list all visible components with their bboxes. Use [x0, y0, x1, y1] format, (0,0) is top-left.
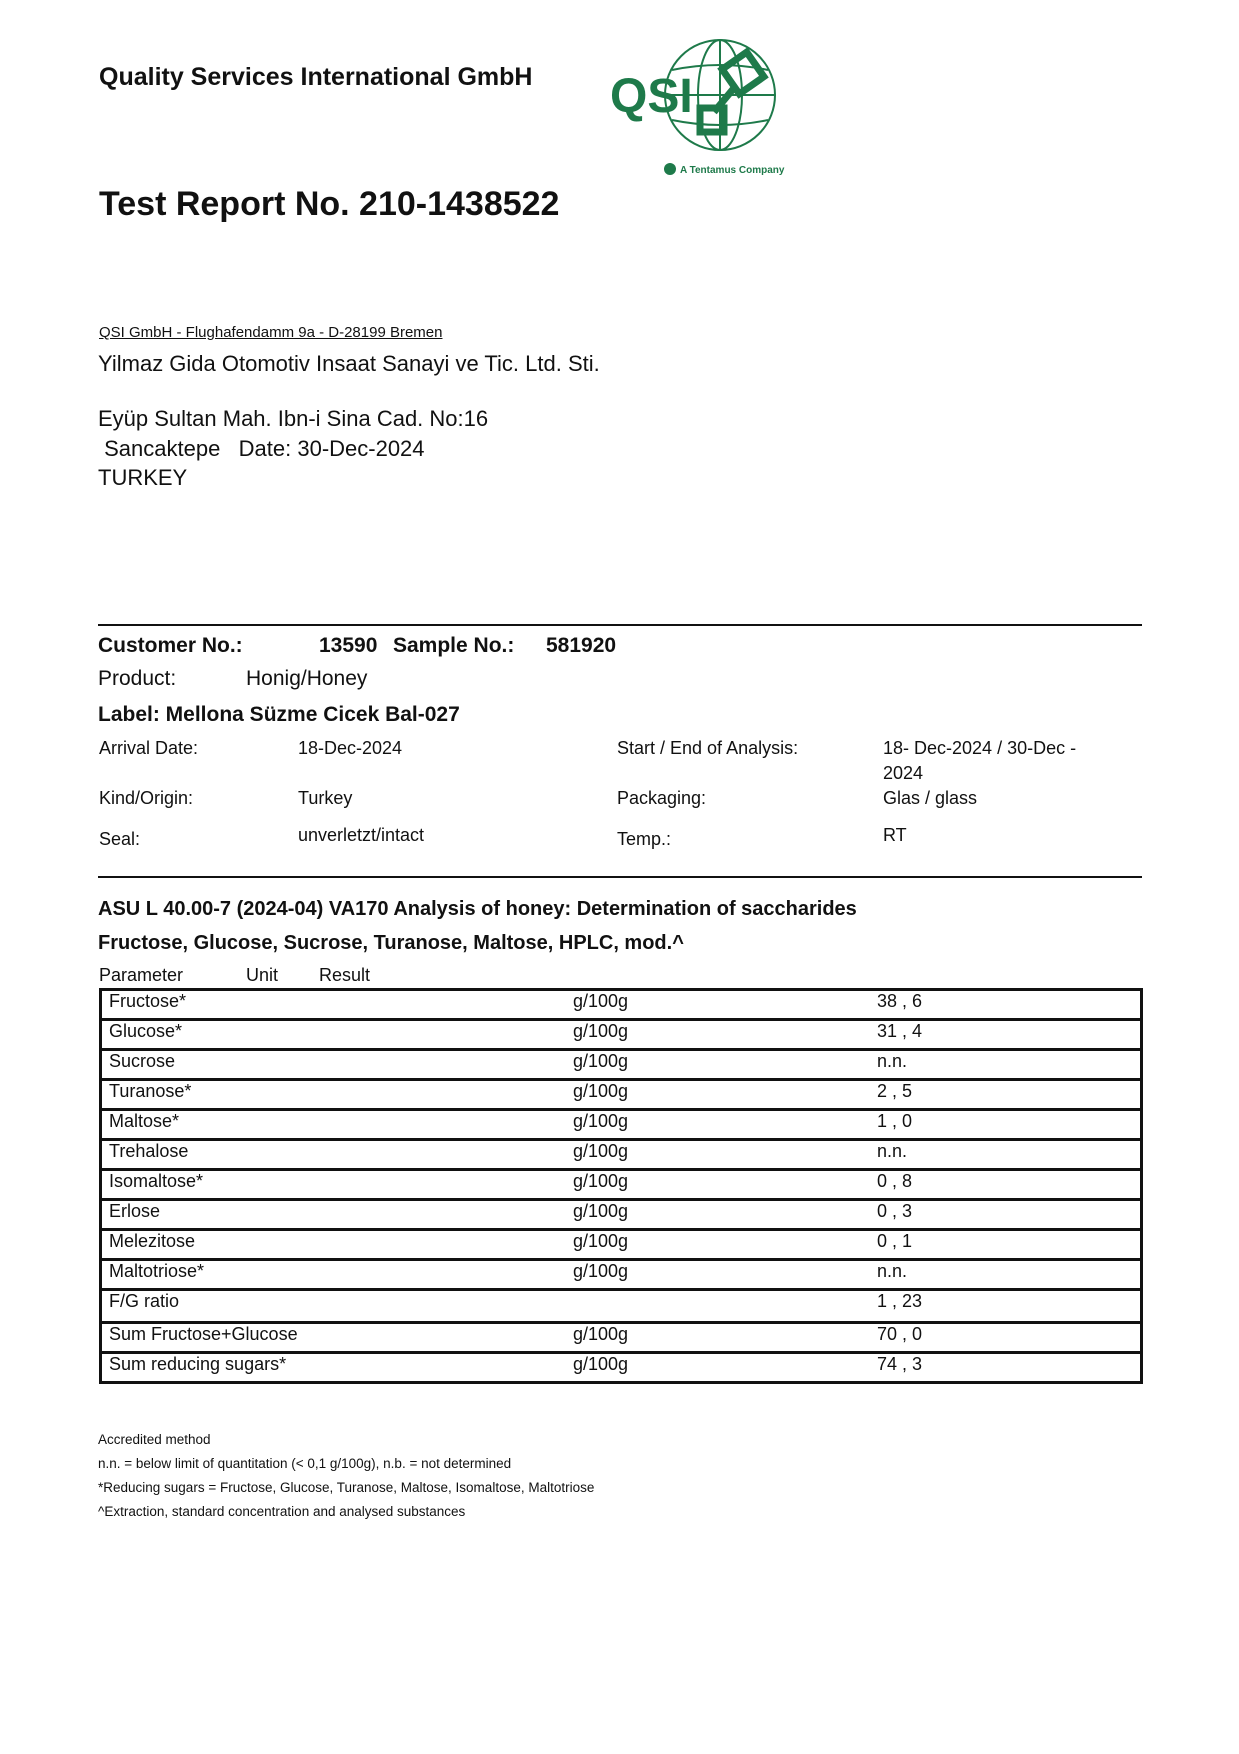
- param-cell: Melezitose: [101, 1230, 574, 1260]
- table-row: [101, 1020, 1142, 1050]
- seal-value: unverletzt/intact: [298, 825, 425, 845]
- result-cell: 70 , 0: [877, 1323, 1142, 1353]
- product-label: Product:: [98, 667, 177, 690]
- unit-cell: g/100g: [573, 1323, 877, 1353]
- param-cell: Maltose*: [101, 1110, 574, 1140]
- col-header-parameter: Parameter: [99, 965, 184, 985]
- table-row: [101, 1140, 1142, 1170]
- product-value: Honig/Honey: [246, 667, 368, 690]
- unit-cell: g/100g: [573, 1140, 877, 1170]
- unit-cell: g/100g: [573, 1110, 877, 1140]
- method-line-2: Fructose, Glucose, Sucrose, Turanose, Maltose, HPLC, mod.^: [98, 932, 684, 954]
- param-cell: F/G ratio: [101, 1290, 574, 1323]
- param-cell: Turanose*: [101, 1080, 574, 1110]
- origin-value: Turkey: [298, 788, 353, 808]
- result-cell: 0 , 3: [877, 1200, 1142, 1230]
- unit-cell: g/100g: [573, 1170, 877, 1200]
- footnote-extraction: ^Extraction, standard concentration and analysed substances: [98, 1504, 466, 1519]
- logo-tagline: A Tentamus Company: [680, 165, 785, 176]
- recipient-country: TURKEY: [98, 465, 188, 490]
- result-cell: 0 , 1: [877, 1230, 1142, 1260]
- analysis-label: Start / End of Analysis:: [617, 738, 799, 758]
- param-cell: Isomaltose*: [101, 1170, 574, 1200]
- table-row: [101, 990, 1142, 1020]
- footnote-reducing-sugars: *Reducing sugars = Fructose, Glucose, Turanose, Maltose, Isomaltose, Maltotriose: [98, 1480, 595, 1495]
- result-cell: 2 , 5: [877, 1080, 1142, 1110]
- recipient-name: Yilmaz Gida Otomotiv Insaat Sanayi ve Tic. Ltd. Sti.: [98, 351, 600, 376]
- label-line: Label: Mellona Süzme Cicek Bal-027: [98, 703, 460, 726]
- result-cell: 1 , 0: [877, 1110, 1142, 1140]
- param-cell: Fructose*: [101, 990, 574, 1020]
- param-cell: Maltotriose*: [101, 1260, 574, 1290]
- seal-label: Seal:: [99, 829, 141, 849]
- result-cell: 0 , 8: [877, 1170, 1142, 1200]
- report-title: Test Report No. 210-1438522: [99, 185, 560, 223]
- key-icon: [700, 52, 764, 132]
- table-row: [101, 1260, 1142, 1290]
- temp-value: RT: [883, 825, 907, 845]
- results-table: [99, 988, 1143, 1384]
- analysis-value-line2: 2024: [883, 763, 924, 783]
- result-cell: n.n.: [877, 1050, 1142, 1080]
- result-cell: n.n.: [877, 1260, 1142, 1290]
- sender-line: QSI GmbH - Flughafendamm 9a - D-28199 Bremen: [99, 324, 443, 341]
- param-cell: Erlose: [101, 1200, 574, 1230]
- recipient-city-date: Sancaktepe Date: 30-Dec-2024: [98, 436, 425, 461]
- unit-cell: g/100g: [573, 1080, 877, 1110]
- table-row: [101, 1323, 1142, 1353]
- table-row: [101, 1230, 1142, 1260]
- col-header-result: Result: [319, 965, 371, 985]
- tentamus-icon: [664, 163, 676, 175]
- table-row: [101, 1050, 1142, 1080]
- divider-top: [98, 624, 1142, 626]
- param-cell: Glucose*: [101, 1020, 574, 1050]
- unit-cell: g/100g: [573, 1260, 877, 1290]
- param-cell: Trehalose: [101, 1140, 574, 1170]
- arrival-label: Arrival Date:: [99, 738, 199, 758]
- origin-label: Kind/Origin:: [99, 788, 194, 808]
- sample-label: Sample No.:: [393, 634, 515, 657]
- col-header-unit: Unit: [246, 965, 279, 985]
- table-row: [101, 1080, 1142, 1110]
- unit-cell: g/100g: [573, 1200, 877, 1230]
- packaging-label: Packaging:: [617, 788, 707, 808]
- table-row: [101, 1110, 1142, 1140]
- footnote-nn: n.n. = below limit of quantitation (< 0,1 g/100g), n.b. = not determined: [98, 1456, 512, 1471]
- recipient-street: Eyüp Sultan Mah. Ibn-i Sina Cad. No:16: [98, 406, 489, 431]
- logo-text: QSI: [610, 70, 693, 123]
- company-name: Quality Services International GmbH: [99, 63, 533, 91]
- analysis-value-line1: 18- Dec-2024 / 30-Dec -: [883, 738, 1077, 758]
- unit-cell: g/100g: [573, 1230, 877, 1260]
- result-cell: 74 , 3: [877, 1353, 1142, 1383]
- packaging-value: Glas / glass: [883, 788, 978, 808]
- temp-label: Temp.:: [617, 829, 672, 849]
- arrival-value: 18-Dec-2024: [298, 738, 403, 758]
- customer-label: Customer No.:: [98, 634, 243, 657]
- table-row: [101, 1200, 1142, 1230]
- unit-cell: [573, 1290, 877, 1323]
- footnote-accredited: Accredited method: [98, 1432, 211, 1447]
- unit-cell: g/100g: [573, 1050, 877, 1080]
- unit-cell: g/100g: [573, 990, 877, 1020]
- unit-cell: g/100g: [573, 1353, 877, 1383]
- result-cell: n.n.: [877, 1140, 1142, 1170]
- qsi-logo: [610, 30, 800, 185]
- result-cell: 38 , 6: [877, 990, 1142, 1020]
- param-cell: Sucrose: [101, 1050, 574, 1080]
- result-cell: 31 , 4: [877, 1020, 1142, 1050]
- result-cell: 1 , 23: [877, 1290, 1142, 1323]
- customer-no: 13590: [319, 634, 378, 657]
- param-cell: Sum reducing sugars*: [101, 1353, 574, 1383]
- table-row: [101, 1170, 1142, 1200]
- divider-bottom: [98, 876, 1142, 878]
- table-row: [101, 1290, 1142, 1323]
- unit-cell: g/100g: [573, 1020, 877, 1050]
- sample-no: 581920: [546, 634, 617, 657]
- param-cell: Sum Fructose+Glucose: [101, 1323, 574, 1353]
- table-row: [101, 1353, 1142, 1383]
- method-line-1: ASU L 40.00-7 (2024-04) VA170 Analysis of honey: Determination of saccharides: [98, 898, 857, 920]
